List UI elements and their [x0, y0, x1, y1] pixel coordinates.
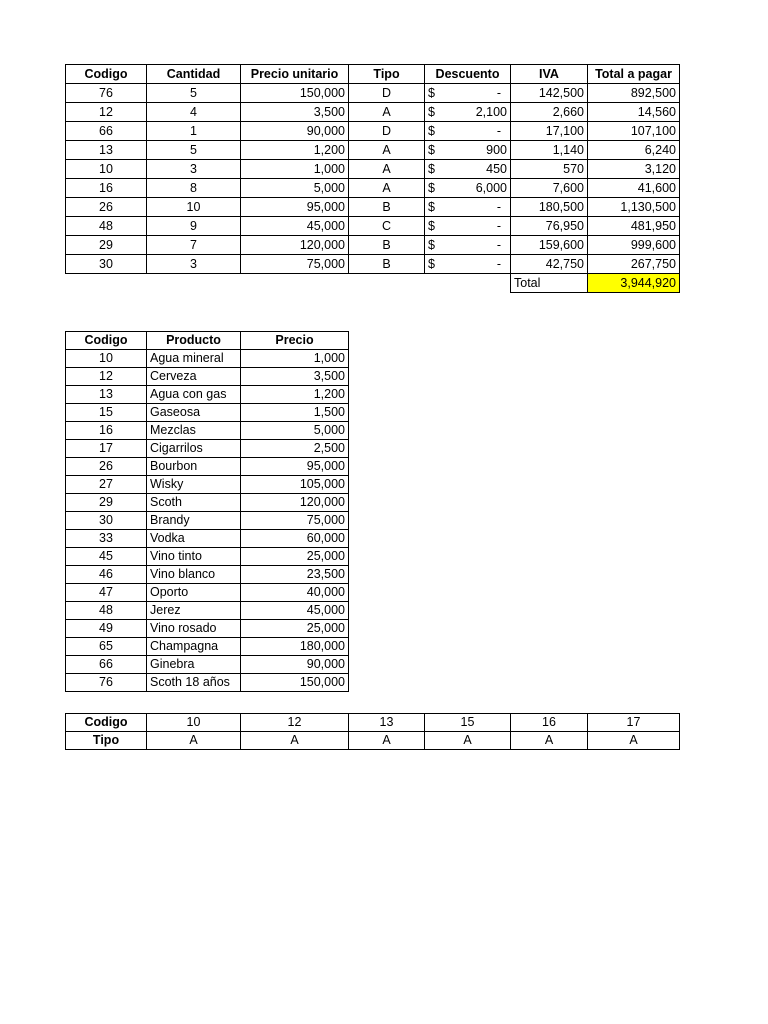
descuento-cell[interactable] [425, 255, 511, 274]
iva-cell[interactable]: 1,140 [511, 141, 588, 160]
precio-cell[interactable]: 2,500 [241, 440, 349, 458]
table-row [66, 422, 349, 440]
table-row [66, 160, 680, 179]
codigo-cell[interactable]: 48 [66, 217, 147, 236]
cantidad-cell[interactable]: 4 [147, 103, 241, 122]
precio-cell[interactable]: 75,000 [241, 512, 349, 530]
precio-cell[interactable]: 180,000 [241, 638, 349, 656]
table-row [66, 368, 349, 386]
tipo-cell[interactable]: D [349, 84, 425, 103]
currency-symbol: $ [428, 86, 435, 100]
descuento-value [428, 84, 507, 102]
iva-cell[interactable]: 570 [511, 160, 588, 179]
total-value-cell[interactable]: 3,944,920 [588, 274, 680, 293]
precio-unitario-cell[interactable]: 150,000 [241, 84, 349, 103]
codigo-cell[interactable]: 33 [66, 530, 147, 548]
total-a-pagar-cell[interactable]: 999,600 [588, 236, 680, 255]
tipo-cell[interactable]: B [349, 255, 425, 274]
table-row [66, 476, 349, 494]
total-label[interactable]: Total [511, 274, 588, 293]
codigo-cell[interactable]: 47 [66, 584, 147, 602]
producto-cell[interactable]: Wisky [147, 476, 241, 494]
codigo-cell[interactable]: 13 [66, 141, 147, 160]
codigo-cell[interactable]: 16 [66, 179, 147, 198]
producto-cell[interactable]: Agua con gas [147, 386, 241, 404]
codigo-cell[interactable]: 15 [66, 404, 147, 422]
cantidad-cell[interactable]: 7 [147, 236, 241, 255]
precio-cell[interactable]: 1,200 [241, 386, 349, 404]
cantidad-cell[interactable]: 3 [147, 160, 241, 179]
iva-cell[interactable]: 159,600 [511, 236, 588, 255]
producto-cell[interactable]: Agua mineral [147, 350, 241, 368]
descuento-value [428, 122, 507, 140]
lookup-codigo-cell[interactable]: 10 [147, 714, 241, 732]
precio-unitario-cell[interactable]: 1,000 [241, 160, 349, 179]
descuento-cell[interactable] [425, 103, 511, 122]
currency-symbol: $ [428, 181, 435, 195]
lookup-codigo-cell[interactable]: 12 [241, 714, 349, 732]
descuento-value [428, 255, 507, 273]
lookup-tipo-cell[interactable]: A [241, 732, 349, 750]
codigo-cell[interactable]: 49 [66, 620, 147, 638]
descuento-cell[interactable] [425, 141, 511, 160]
table-row [66, 440, 349, 458]
codigo-cell[interactable]: 10 [66, 160, 147, 179]
total-a-pagar-cell[interactable]: 41,600 [588, 179, 680, 198]
lookup-codigo-label[interactable]: Codigo [66, 714, 147, 732]
precio-unitario-cell[interactable]: 45,000 [241, 217, 349, 236]
cantidad-cell[interactable]: 1 [147, 122, 241, 141]
table-row [66, 84, 680, 103]
precio-cell[interactable]: 25,000 [241, 620, 349, 638]
codigo-cell[interactable]: 48 [66, 602, 147, 620]
precio-cell[interactable]: 23,500 [241, 566, 349, 584]
table-row [66, 548, 349, 566]
table-row [66, 141, 680, 160]
tipo-cell[interactable]: A [349, 103, 425, 122]
header-precio-unitario[interactable]: Precio unitario [241, 65, 349, 84]
currency-symbol: $ [428, 124, 435, 138]
codigo-cell[interactable]: 30 [66, 512, 147, 530]
codigo-cell[interactable]: 10 [66, 350, 147, 368]
producto-cell[interactable]: Jerez [147, 602, 241, 620]
codigo-cell[interactable]: 17 [66, 440, 147, 458]
descuento-cell[interactable] [425, 198, 511, 217]
producto-cell[interactable]: Scoth 18 años [147, 674, 241, 692]
currency-symbol: $ [428, 162, 435, 176]
descuento-value [428, 160, 507, 178]
cantidad-cell[interactable]: 10 [147, 198, 241, 217]
total-a-pagar-cell[interactable]: 3,120 [588, 160, 680, 179]
descuento-amount: - [496, 257, 501, 271]
codigo-cell[interactable]: 45 [66, 548, 147, 566]
iva-cell[interactable]: 180,500 [511, 198, 588, 217]
lookup-tipo-cell[interactable]: A [147, 732, 241, 750]
table-row [66, 255, 680, 274]
currency-symbol: $ [428, 200, 435, 214]
descuento-amount: 450 [486, 162, 507, 176]
codigo-cell[interactable]: 76 [66, 674, 147, 692]
table-row [66, 404, 349, 422]
producto-cell[interactable]: Vino tinto [147, 548, 241, 566]
codigo-cell[interactable]: 12 [66, 368, 147, 386]
cantidad-cell[interactable]: 8 [147, 179, 241, 198]
lookup-tipo-cell[interactable]: A [588, 732, 680, 750]
descuento-value [428, 236, 507, 254]
precio-unitario-cell[interactable]: 120,000 [241, 236, 349, 255]
producto-cell[interactable]: Vino rosado [147, 620, 241, 638]
descuento-cell[interactable] [425, 122, 511, 141]
iva-cell[interactable]: 42,750 [511, 255, 588, 274]
descuento-value [428, 103, 507, 121]
header-codigo[interactable]: Codigo [66, 65, 147, 84]
tipo-cell[interactable]: C [349, 217, 425, 236]
table-row [66, 530, 349, 548]
precio-cell[interactable]: 90,000 [241, 656, 349, 674]
descuento-amount: 2,100 [475, 105, 507, 119]
descuento-value [428, 179, 507, 197]
codigo-cell[interactable]: 29 [66, 236, 147, 255]
codigo-cell[interactable]: 16 [66, 422, 147, 440]
header-total-a-pagar[interactable]: Total a pagar [588, 65, 680, 84]
precio-cell[interactable]: 40,000 [241, 584, 349, 602]
type-lookup-table [65, 713, 680, 750]
table-row [66, 584, 349, 602]
table-row [66, 458, 349, 476]
total-a-pagar-cell[interactable]: 107,100 [588, 122, 680, 141]
producto-cell[interactable]: Cigarrilos [147, 440, 241, 458]
tipo-cell[interactable]: B [349, 198, 425, 217]
table-row [66, 198, 680, 217]
currency-symbol: $ [428, 143, 435, 157]
descuento-value [428, 198, 507, 216]
producto-cell[interactable]: Oporto [147, 584, 241, 602]
table-row [66, 122, 680, 141]
table-row [66, 638, 349, 656]
precio-cell[interactable]: 25,000 [241, 548, 349, 566]
producto-cell[interactable]: Vino blanco [147, 566, 241, 584]
header-descuento[interactable]: Descuento [425, 65, 511, 84]
table-row [66, 103, 680, 122]
header-tipo[interactable]: Tipo [349, 65, 425, 84]
products-table [65, 331, 349, 692]
table-row [66, 179, 680, 198]
iva-cell[interactable]: 17,100 [511, 122, 588, 141]
header-producto[interactable]: Producto [147, 332, 241, 350]
producto-cell[interactable]: Gaseosa [147, 404, 241, 422]
lookup-codigo-row [66, 714, 680, 732]
table-row [66, 494, 349, 512]
iva-cell[interactable]: 76,950 [511, 217, 588, 236]
total-a-pagar-cell[interactable]: 6,240 [588, 141, 680, 160]
descuento-cell[interactable] [425, 160, 511, 179]
header-iva[interactable]: IVA [511, 65, 588, 84]
table-row [66, 566, 349, 584]
iva-cell[interactable]: 2,660 [511, 103, 588, 122]
cantidad-cell[interactable]: 9 [147, 217, 241, 236]
currency-symbol: $ [428, 238, 435, 252]
descuento-amount: - [496, 219, 501, 233]
tipo-cell[interactable]: A [349, 160, 425, 179]
codigo-cell[interactable]: 46 [66, 566, 147, 584]
precio-cell[interactable]: 5,000 [241, 422, 349, 440]
lookup-codigo-cell[interactable]: 13 [349, 714, 425, 732]
precio-cell[interactable]: 150,000 [241, 674, 349, 692]
codigo-cell[interactable]: 12 [66, 103, 147, 122]
producto-cell[interactable]: Mezclas [147, 422, 241, 440]
sales-total-row [66, 274, 680, 293]
table-row [66, 386, 349, 404]
descuento-cell[interactable] [425, 236, 511, 255]
codigo-cell[interactable]: 26 [66, 198, 147, 217]
total-a-pagar-cell[interactable]: 267,750 [588, 255, 680, 274]
codigo-cell[interactable]: 66 [66, 656, 147, 674]
lookup-tipo-cell[interactable]: A [511, 732, 588, 750]
producto-cell[interactable]: Bourbon [147, 458, 241, 476]
precio-cell[interactable]: 60,000 [241, 530, 349, 548]
lookup-codigo-cell[interactable]: 15 [425, 714, 511, 732]
codigo-cell[interactable]: 26 [66, 458, 147, 476]
table-row [66, 602, 349, 620]
table-row [66, 236, 680, 255]
descuento-amount: - [496, 124, 501, 138]
table-row [66, 217, 680, 236]
precio-unitario-cell[interactable]: 1,200 [241, 141, 349, 160]
precio-cell[interactable]: 3,500 [241, 368, 349, 386]
lookup-tipo-label[interactable]: Tipo [66, 732, 147, 750]
total-a-pagar-cell[interactable]: 1,130,500 [588, 198, 680, 217]
descuento-amount: - [496, 200, 501, 214]
lookup-tipo-cell[interactable]: A [425, 732, 511, 750]
producto-cell[interactable]: Vodka [147, 530, 241, 548]
total-a-pagar-cell[interactable]: 481,950 [588, 217, 680, 236]
header-codigo[interactable]: Codigo [66, 332, 147, 350]
producto-cell[interactable]: Champagna [147, 638, 241, 656]
tipo-cell[interactable]: B [349, 236, 425, 255]
lookup-codigo-cell[interactable]: 17 [588, 714, 680, 732]
table-row [66, 620, 349, 638]
table-row [66, 674, 349, 692]
tipo-cell[interactable]: A [349, 141, 425, 160]
table-row [66, 350, 349, 368]
descuento-amount: 900 [486, 143, 507, 157]
precio-unitario-cell[interactable]: 90,000 [241, 122, 349, 141]
precio-unitario-cell[interactable]: 75,000 [241, 255, 349, 274]
total-a-pagar-cell[interactable]: 14,560 [588, 103, 680, 122]
currency-symbol: $ [428, 105, 435, 119]
producto-cell[interactable]: Brandy [147, 512, 241, 530]
table-row [66, 512, 349, 530]
producto-cell[interactable]: Scoth [147, 494, 241, 512]
codigo-cell[interactable]: 66 [66, 122, 147, 141]
precio-cell[interactable]: 120,000 [241, 494, 349, 512]
table-row [66, 656, 349, 674]
precio-unitario-cell[interactable]: 95,000 [241, 198, 349, 217]
precio-cell[interactable]: 105,000 [241, 476, 349, 494]
descuento-cell[interactable] [425, 84, 511, 103]
tipo-cell[interactable]: A [349, 179, 425, 198]
products-header-row [66, 332, 349, 350]
currency-symbol: $ [428, 257, 435, 271]
header-cantidad[interactable]: Cantidad [147, 65, 241, 84]
precio-cell[interactable]: 45,000 [241, 602, 349, 620]
codigo-cell[interactable]: 13 [66, 386, 147, 404]
descuento-amount: 6,000 [475, 181, 507, 195]
codigo-cell[interactable]: 65 [66, 638, 147, 656]
sales-header-row [66, 65, 680, 84]
lookup-tipo-row [66, 732, 680, 750]
descuento-amount: - [496, 238, 501, 252]
descuento-value [428, 217, 507, 235]
descuento-amount: - [496, 86, 501, 100]
iva-cell[interactable]: 142,500 [511, 84, 588, 103]
cantidad-cell[interactable]: 5 [147, 84, 241, 103]
descuento-cell[interactable] [425, 179, 511, 198]
codigo-cell[interactable]: 27 [66, 476, 147, 494]
descuento-value [428, 141, 507, 159]
lookup-codigo-cell[interactable]: 16 [511, 714, 588, 732]
codigo-cell[interactable]: 29 [66, 494, 147, 512]
codigo-cell[interactable]: 76 [66, 84, 147, 103]
precio-cell[interactable]: 1,000 [241, 350, 349, 368]
producto-cell[interactable]: Cerveza [147, 368, 241, 386]
lookup-tipo-cell[interactable]: A [349, 732, 425, 750]
precio-cell[interactable]: 1,500 [241, 404, 349, 422]
precio-unitario-cell[interactable]: 3,500 [241, 103, 349, 122]
sales-table [65, 64, 680, 293]
total-a-pagar-cell[interactable]: 892,500 [588, 84, 680, 103]
cantidad-cell[interactable]: 5 [147, 141, 241, 160]
precio-cell[interactable]: 95,000 [241, 458, 349, 476]
tipo-cell[interactable]: D [349, 122, 425, 141]
header-precio[interactable]: Precio [241, 332, 349, 350]
cantidad-cell[interactable]: 3 [147, 255, 241, 274]
precio-unitario-cell[interactable]: 5,000 [241, 179, 349, 198]
descuento-cell[interactable] [425, 217, 511, 236]
iva-cell[interactable]: 7,600 [511, 179, 588, 198]
currency-symbol: $ [428, 219, 435, 233]
codigo-cell[interactable]: 30 [66, 255, 147, 274]
producto-cell[interactable]: Ginebra [147, 656, 241, 674]
